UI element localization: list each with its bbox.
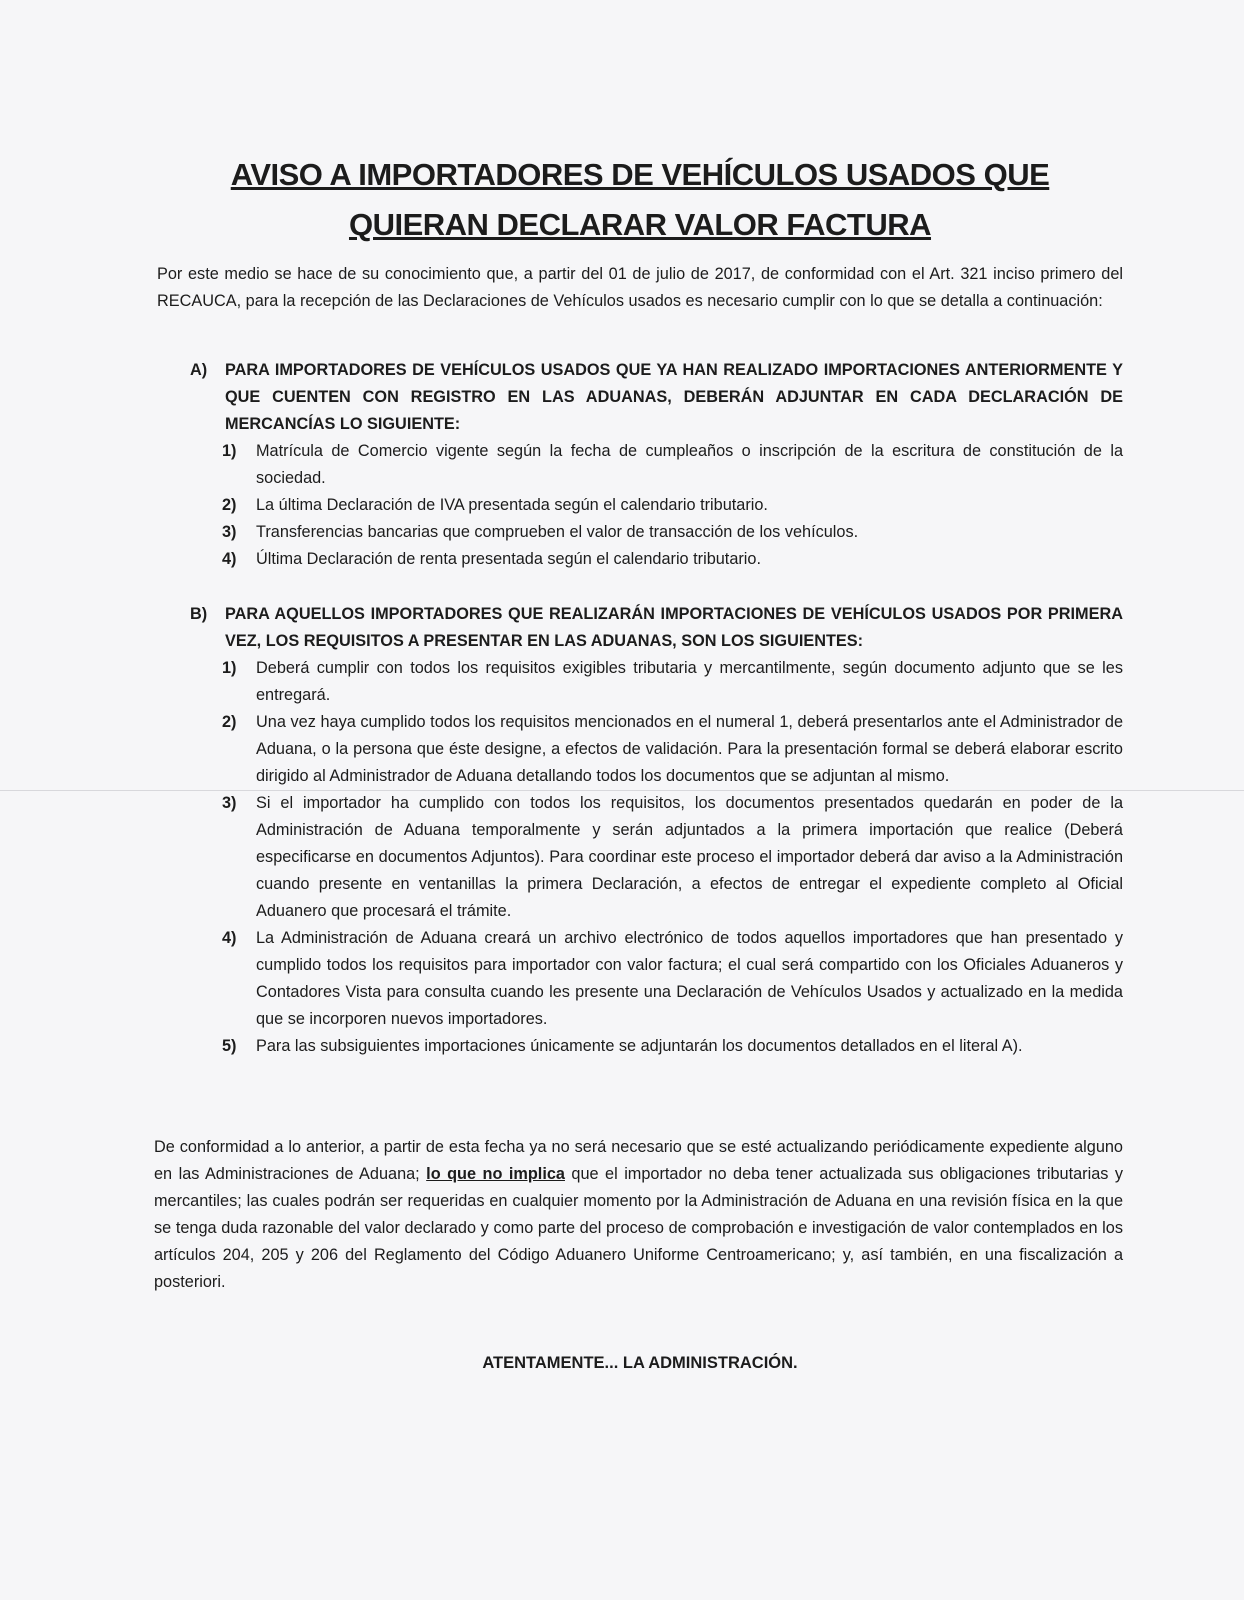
item-text: La Administración de Aduana creará un archivo electrónico de todos aquellos importadores que han presentado y cumplido todos los requisitos para importador con valor factura; el cual será compartido con los Oficiales Aduaneros y Contadores Vista para consulta cuando les presente una Declaración de Vehículos Usados y actualizado en la medida que se incorporen nuevos importadores. xyxy=(256,929,1123,1028)
section-b-heading-text: PARA AQUELLOS IMPORTADORES QUE REALIZARÁN IMPORTACIONES DE VEHÍCULOS USADOS POR PRIMERA VEZ, LOS REQUISITOS A PRESENTAR EN LAS ADUANAS, SON LOS SIGUIENTES: xyxy=(225,605,1123,650)
item-text: Deberá cumplir con todos los requisitos exigibles tributaria y mercantilmente, según documento adjunto que se les entregará. xyxy=(256,659,1123,704)
section-b xyxy=(190,601,1123,1060)
list-item xyxy=(222,709,1123,790)
list-item xyxy=(222,655,1123,709)
item-text: Una vez haya cumplido todos los requisitos mencionados en el numeral 1, deberá presentarlos ante el Administrador de Aduana, o la persona que éste designe, a efectos de validación. Para la presentación formal se deberá elaborar escrito dirigido al Administrador de Aduana detallando todos los documentos que se adjuntan al mismo. xyxy=(256,713,1123,785)
list-item xyxy=(222,925,1123,1033)
title-line-2: QUIERAN DECLARAR VALOR FACTURA xyxy=(348,207,932,242)
section-a xyxy=(190,357,1123,573)
item-text: Matrícula de Comercio vigente según la fecha de cumpleaños o inscripción de la escritura de constitución de la sociedad. xyxy=(256,442,1123,487)
section-a-marker: A) xyxy=(190,361,208,379)
closing-signature: ATENTAMENTE... LA ADMINISTRACIÓN. xyxy=(482,1354,798,1372)
conclusion-paragraph xyxy=(154,1134,1123,1296)
list-item xyxy=(222,519,1123,546)
item-text: La última Declaración de IVA presentada según el calendario tributario. xyxy=(256,496,768,514)
conclusion-emphasis: lo que no implica xyxy=(426,1165,565,1183)
list-item xyxy=(222,492,1123,519)
section-b-marker: B) xyxy=(190,605,208,623)
section-b-heading xyxy=(190,601,1123,655)
document-title xyxy=(150,150,1130,250)
list-item xyxy=(222,546,1123,573)
item-number: 1) xyxy=(222,659,237,677)
list-item xyxy=(222,438,1123,492)
item-text: Si el importador ha cumplido con todos los requisitos, los documentos presentados quedarán en poder de la Administración de Aduana temporalmente y serán adjuntados a la primera importación que realice (Deberá especificarse en documentos Adjuntos). Para coordinar este proceso el importador deberá dar aviso a la Administración cuando presente en ventanillas la primera Declaración, a efectos de entregar el expediente completo al Oficial Aduanero que procesará el trámite. xyxy=(256,794,1123,920)
item-text: Última Declaración de renta presentada según el calendario tributario. xyxy=(256,550,762,568)
item-number: 1) xyxy=(222,442,237,460)
section-a-heading xyxy=(190,357,1123,438)
list-item xyxy=(222,790,1123,925)
item-number: 3) xyxy=(222,794,237,812)
item-number: 2) xyxy=(222,713,237,731)
intro-paragraph: Por este medio se hace de su conocimiento que, a partir del 01 de julio de 2017, de conformidad con el Art. 321 inciso primero del RECAUCA, para la recepción de las Declaraciones de Vehículos usados es necesario cumplir con lo que se detalla a continuación: xyxy=(157,265,1123,310)
conclusion-text-after: que el importador no deba tener actualizada sus obligaciones tributarias y mercantiles; las cuales podrán ser requeridas en cualquier momento por la Administración de Aduana en una revisión física en la que se tenga duda razonable del valor declarado y como parte del proceso de comprobación e investigación de valor contemplados en los artículos 204, 205 y 206 del Reglamento del Código Aduanero Uniforme Centroamericano; y, así también, en una fiscalización a posteriori. xyxy=(154,1165,1123,1291)
item-number: 4) xyxy=(222,550,237,568)
item-number: 4) xyxy=(222,929,237,947)
conclusion-text-before: De conformidad a lo anterior, a partir de esta fecha ya no será necesario que se esté actualizando periódicamente expediente alguno en las Administraciones de Aduana; xyxy=(154,1138,1123,1183)
item-number: 3) xyxy=(222,523,237,541)
item-text: Para las subsiguientes importaciones únicamente se adjuntarán los documentos detallados en el literal A). xyxy=(256,1037,1023,1055)
section-b-list xyxy=(190,655,1123,1060)
item-text: Transferencias bancarias que comprueben el valor de transacción de los vehículos. xyxy=(256,523,859,541)
item-number: 2) xyxy=(222,496,237,514)
section-a-list xyxy=(190,438,1123,573)
section-a-heading-text: PARA IMPORTADORES DE VEHÍCULOS USADOS QUE YA HAN REALIZADO IMPORTACIONES ANTERIORMENTE Y QUE CUENTEN CON REGISTRO EN LAS ADUANAS, DEBERÁN ADJUNTAR EN CADA DECLARACIÓN DE MERCANCÍAS LO SIGUIENTE: xyxy=(225,361,1123,433)
list-item xyxy=(222,1033,1123,1060)
item-number: 5) xyxy=(222,1037,237,1055)
title-line-1: AVISO A IMPORTADORES DE VEHÍCULOS USADOS QUE xyxy=(230,157,1050,192)
